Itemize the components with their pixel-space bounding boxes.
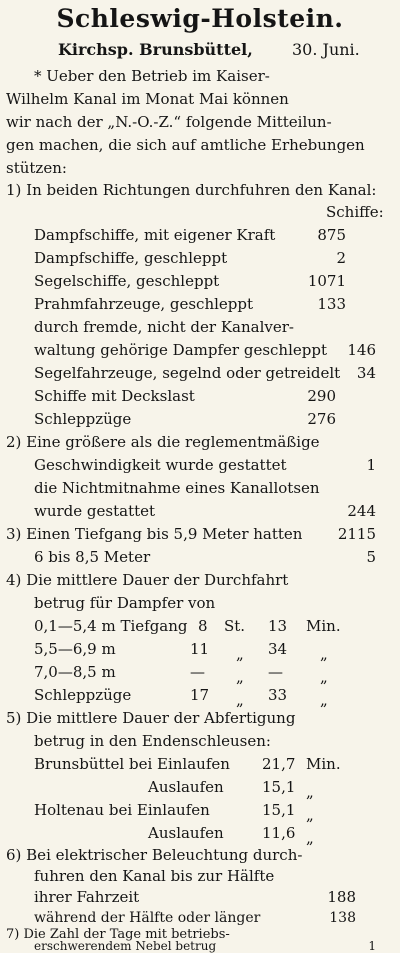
text-line: 2) Eine größere als die reglementmäßige <box>6 433 320 451</box>
hours-unit: „ <box>236 668 244 686</box>
lock-label: Auslaufen <box>148 824 224 842</box>
text-line: ihrer Fahrzeit <box>34 888 140 906</box>
range-label: Schleppzüge <box>34 686 132 704</box>
text-line: wir nach der „N.-O.-Z.“ folgende Mitteilun- <box>6 113 332 131</box>
lock-value: 11,6 <box>262 824 296 842</box>
lock-unit: „ <box>306 829 314 847</box>
row-label: Dampfschiffe, mit eigener Kraft <box>34 226 276 244</box>
hours-unit: St. <box>224 617 246 635</box>
text-line: betrug in den Endenschleusen: <box>34 732 271 750</box>
text-line: erschwerendem Nebel betrug <box>34 939 217 953</box>
lock-label: Holtenau bei Einlaufen <box>34 801 210 819</box>
text-line: Wilhelm Kanal im Monat Mai können <box>6 90 289 108</box>
hours-unit: „ <box>236 691 244 709</box>
row-value: 2 <box>336 249 346 267</box>
row-label: Prahmfahrzeuge, geschleppt <box>34 295 254 313</box>
text-line: 7) Die Zahl der Tage mit betriebs- <box>6 927 230 942</box>
hours-unit: „ <box>236 645 244 663</box>
text-line: Geschwindigkeit wurde gestattet <box>34 456 287 474</box>
minutes-unit: Min. <box>306 617 341 635</box>
minutes-value: 13 <box>268 617 288 635</box>
row-value: 188 <box>327 888 356 906</box>
range-label: 5,5—6,9 m <box>34 640 116 658</box>
row-value: 1071 <box>307 272 346 290</box>
section-heading: 1) In beiden Richtungen durchfuhren den Kanal: <box>6 181 377 199</box>
row-value: 244 <box>347 502 376 520</box>
row-label: Segelfahrzeuge, segelnd oder getreidelt <box>34 364 341 382</box>
row-label: Schiffe mit Deckslast <box>34 387 195 405</box>
row-value: 276 <box>307 410 336 428</box>
hours-value: 11 <box>190 640 210 658</box>
range-label: 7,0—8,5 m <box>34 663 116 681</box>
row-value: 2115 <box>337 525 376 543</box>
row-label: durch fremde, nicht der Kanalver- <box>34 318 294 336</box>
row-value: 5 <box>366 548 376 566</box>
row-value: 133 <box>317 295 346 313</box>
lock-value: 15,1 <box>262 801 296 819</box>
hours-value: 8 <box>198 617 208 635</box>
text-line: * Ueber den Betrieb im Kaiser- <box>34 67 270 85</box>
row-value: 1 <box>366 456 376 474</box>
minutes-unit: „ <box>320 645 328 663</box>
lock-label: Auslaufen <box>148 778 224 796</box>
row-label: Dampfschiffe, geschleppt <box>34 249 228 267</box>
page-title: Schleswig-Holstein. <box>56 4 344 33</box>
row-value: 875 <box>317 226 346 244</box>
lock-value: 15,1 <box>262 778 296 796</box>
minutes-unit: „ <box>320 668 328 686</box>
row-value: 146 <box>347 341 376 359</box>
text-line: 5) Die mittlere Dauer der Abfertigung <box>6 709 296 727</box>
hours-value: 17 <box>190 686 210 704</box>
lock-value: 21,7 <box>262 755 296 773</box>
text-line: fuhren den Kanal bis zur Hälfte <box>34 867 275 885</box>
dateline-date: 30. Juni. <box>292 40 360 59</box>
unit-label: Schiffe: <box>326 203 384 221</box>
text-line: 4) Die mittlere Dauer der Durchfahrt <box>6 571 289 589</box>
text-line: 6 bis 8,5 Meter <box>34 548 151 566</box>
lock-unit: Min. <box>306 755 341 773</box>
row-label: Schleppzüge <box>34 410 132 428</box>
row-value: 138 <box>329 910 356 926</box>
lock-unit: „ <box>306 806 314 824</box>
minutes-value: 33 <box>268 686 288 704</box>
hours-value: — <box>190 663 205 681</box>
text-line: stützen: <box>6 159 67 177</box>
row-value: 34 <box>356 364 376 382</box>
lock-unit: „ <box>306 783 314 801</box>
text-line: gen machen, die sich auf amtliche Erhebungen <box>6 136 365 154</box>
text-line: die Nichtmitnahme eines Kanallotsen <box>34 479 320 497</box>
minutes-value: 34 <box>268 640 288 658</box>
minutes-unit: „ <box>320 691 328 709</box>
row-label: waltung gehörige Dampfer geschleppt <box>34 341 327 359</box>
dateline-place: Kirchsp. Brunsbüttel, <box>58 40 253 59</box>
row-value: 1 <box>368 939 376 953</box>
text-line: 6) Bei elektrischer Beleuchtung durch- <box>6 846 303 864</box>
minutes-value: — <box>268 663 283 681</box>
text-line: während der Hälfte oder länger <box>34 910 261 926</box>
range-label: 0,1—5,4 m Tiefgang <box>34 617 188 635</box>
text-line: wurde gestattet <box>34 502 156 520</box>
lock-label: Brunsbüttel bei Einlaufen <box>34 755 230 773</box>
row-value: 290 <box>307 387 336 405</box>
row-label: Segelschiffe, geschleppt <box>34 272 220 290</box>
text-line: 3) Einen Tiefgang bis 5,9 Meter hatten <box>6 525 303 543</box>
text-line: betrug für Dampfer von <box>34 594 216 612</box>
